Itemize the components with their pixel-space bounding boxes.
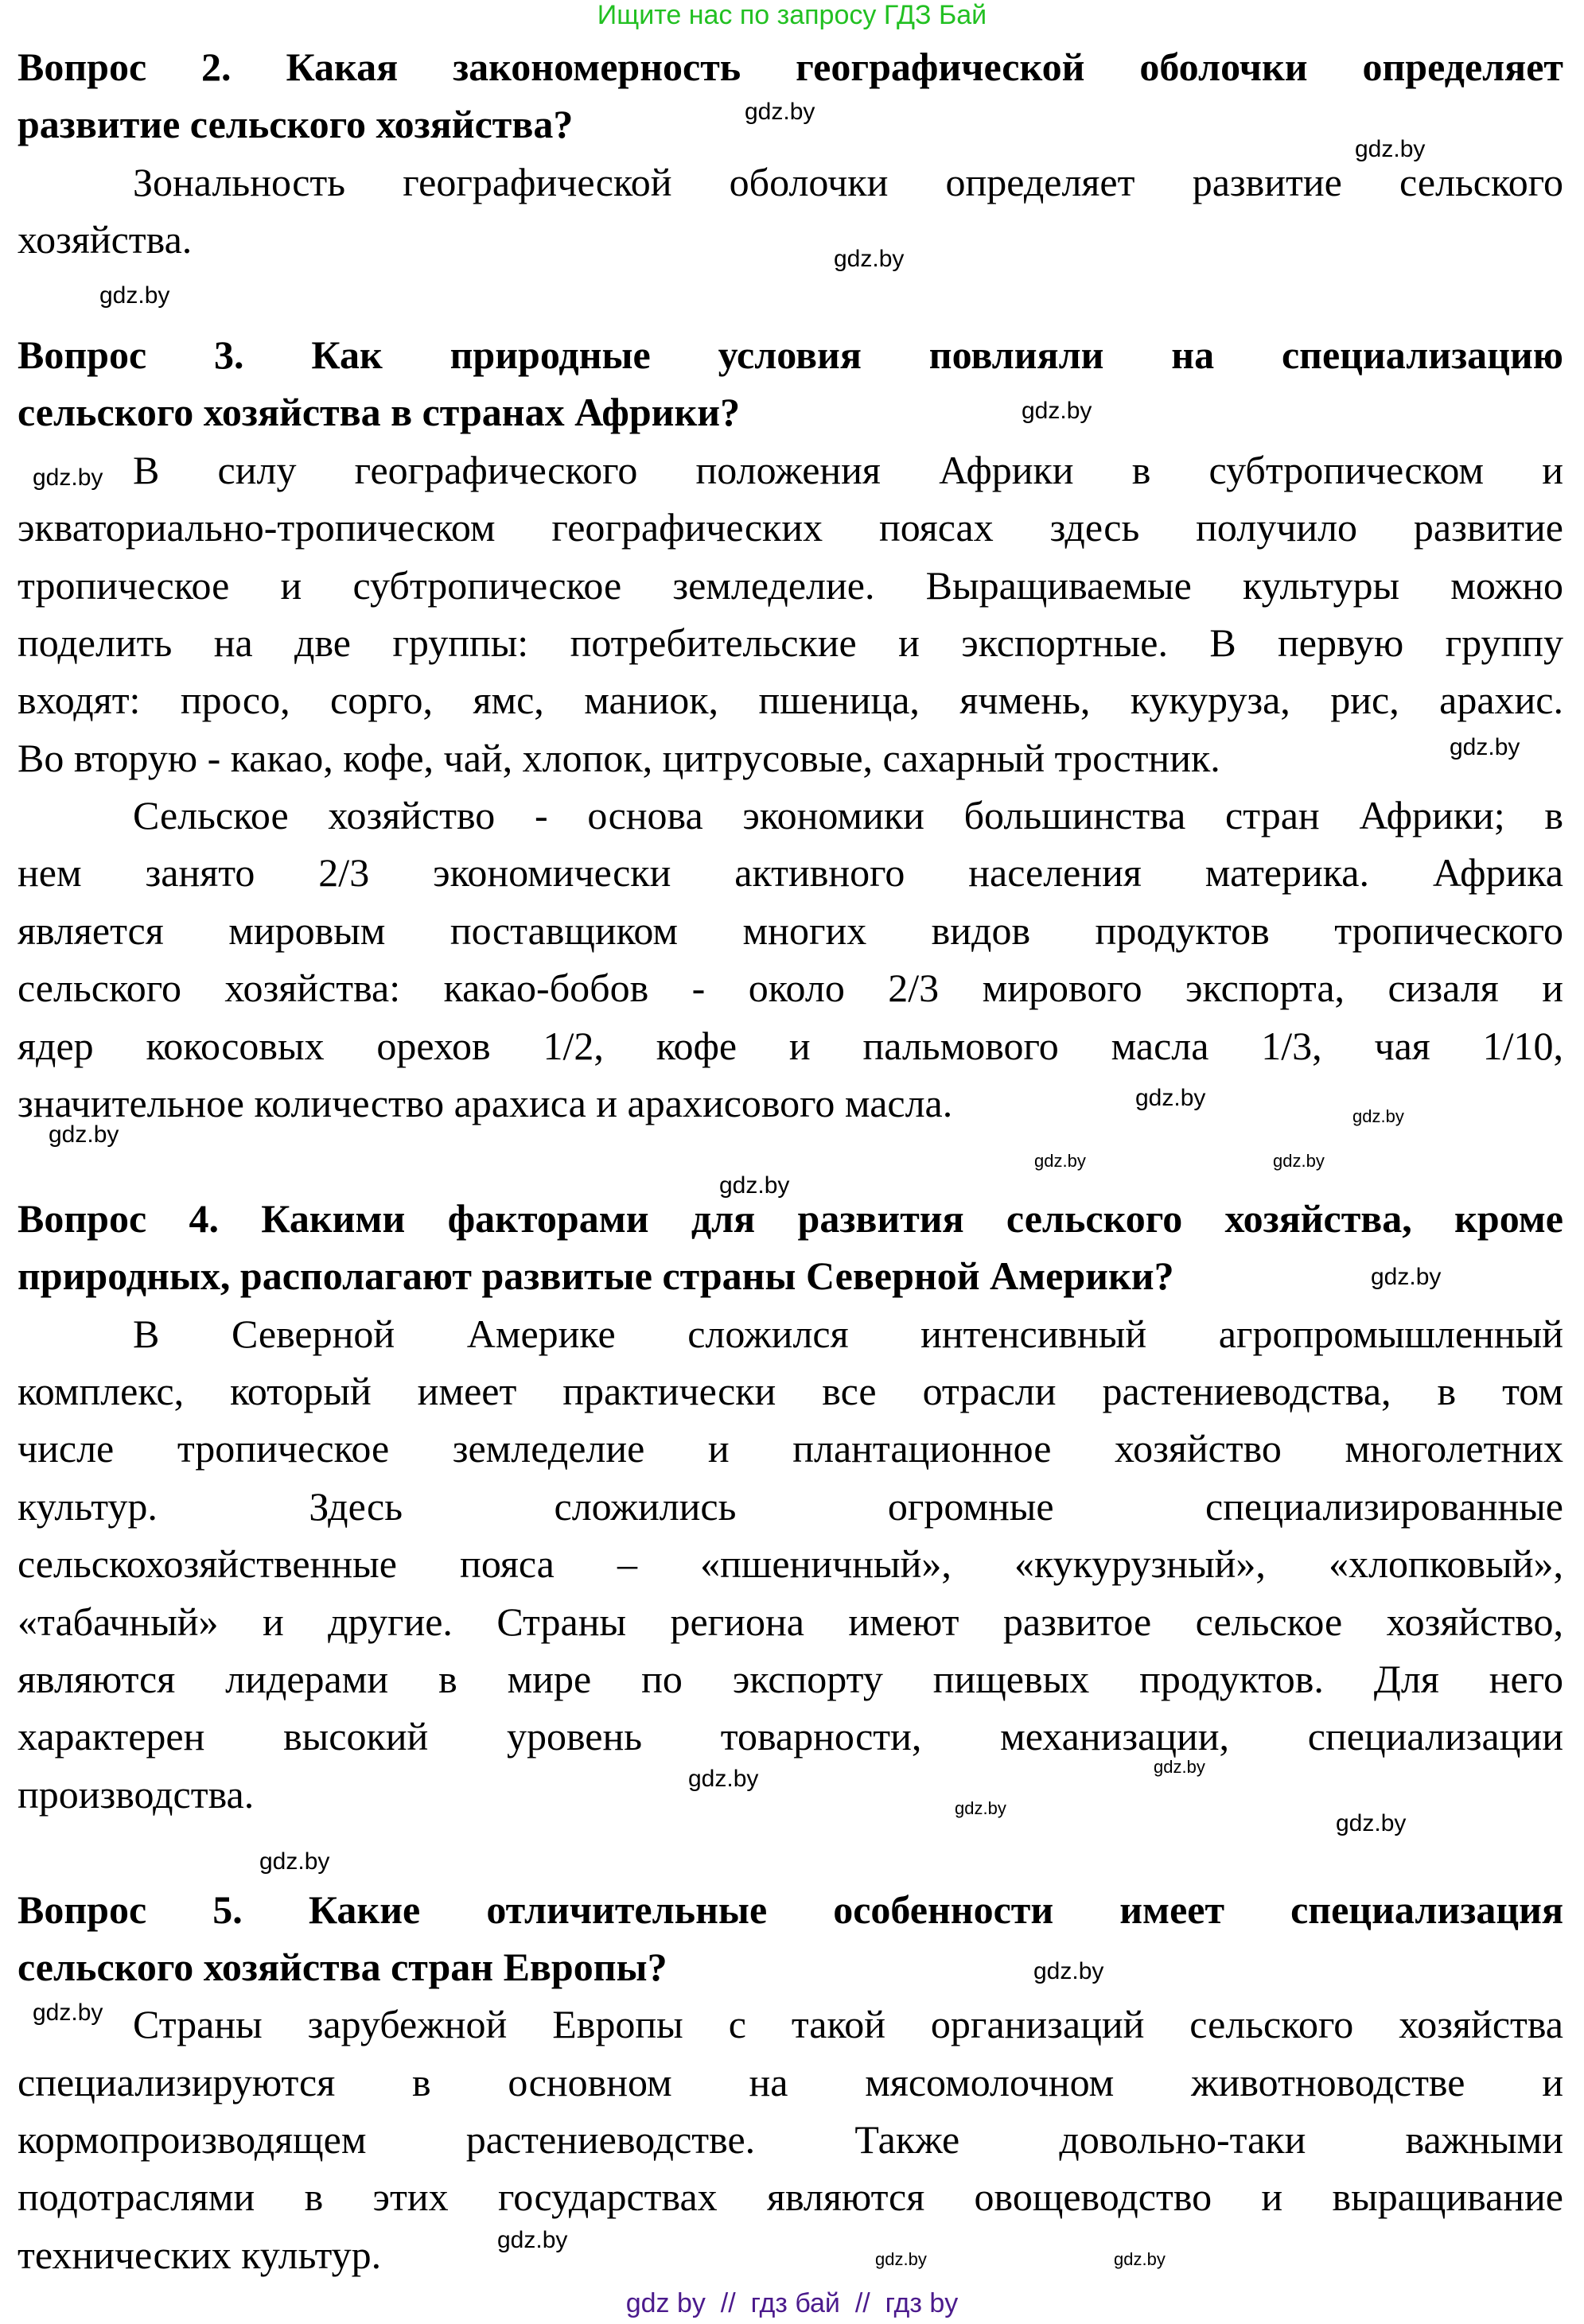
answer-line: технических культур. — [18, 2232, 382, 2277]
gdz-watermark: gdz.by — [1033, 1958, 1104, 1984]
question-line: развитие сельского хозяйства? — [18, 102, 574, 147]
question-line: сельского хозяйства в странах Африки? — [18, 390, 741, 435]
answer-line: числе тропическое земледелие и плантационное хозяйство многолетних — [18, 1426, 1563, 1471]
gdz-watermark: gdz.by — [1450, 734, 1520, 760]
answer-line: Зональность географической оболочки определяет развитие сельского — [133, 159, 1563, 204]
gdz-watermark: gdz.by — [1336, 1810, 1407, 1836]
question-line: Вопрос 3. Как природные условия повлияли на специализацию — [18, 332, 1563, 377]
gdz-watermark: gdz.by — [33, 464, 103, 491]
gdz-watermark: gdz.by — [688, 1766, 759, 1792]
answer-paragraph — [18, 787, 1563, 1132]
answer-paragraph — [18, 441, 1563, 787]
question-heading — [18, 1190, 1563, 1305]
gdz-watermark: gdz.by — [745, 99, 815, 125]
question-heading — [18, 326, 1563, 441]
gdz-watermark: gdz.by — [1135, 1085, 1206, 1111]
gdz-watermark: gdz.by — [955, 1798, 1006, 1818]
question-line: Вопрос 5. Какие отличительные особенности имеет специализация — [18, 1887, 1563, 1932]
gdz-watermark: gdz.by — [1114, 2249, 1166, 2269]
answer-line: ядер кокосовых орехов 1/2, кофе и пальмового масла 1/3, чая 1/10, — [18, 1023, 1563, 1068]
answer-line: кормопроизводящем растениеводстве. Также довольно-таки важными — [18, 2117, 1563, 2163]
question-heading — [18, 1881, 1563, 1996]
answer-line: производства. — [18, 1771, 255, 1817]
gdz-watermark: gdz.by — [1154, 1757, 1205, 1777]
answer-line: входят: просо, сорго, ямс, маниок, пшеница, ячмень, кукуруза, рис, арахис. — [18, 678, 1563, 723]
section-spacer — [18, 1823, 1563, 1880]
question-line: Вопрос 4. Какими факторами для развития сельского хозяйства, кроме — [18, 1195, 1563, 1241]
answer-line: Во вторую - какао, кофе, чай, хлопок, цитрусовые, сахарный тростник. — [18, 735, 1220, 780]
gdz-watermark: gdz.by — [1273, 1151, 1325, 1171]
answer-line: значительное количество арахиса и арахисового масла. — [18, 1081, 953, 1126]
gdz-watermark: gdz.by — [875, 2249, 927, 2269]
gdz-watermark: gdz.by — [259, 1848, 330, 1875]
question-heading — [18, 38, 1563, 154]
search-hint-banner: Ищите нас по запросу ГДЗ Бай — [597, 0, 987, 30]
answer-line: тропическое и субтропическое земледелие. Выращиваемые культуры можно — [18, 562, 1563, 608]
answer-line: В Северной Америке сложился интенсивный агропромышленный — [133, 1311, 1563, 1356]
answer-paragraph — [18, 1305, 1563, 1824]
answer-line: «табачный» и другие. Страны региона имеют развитое сельское хозяйство, — [18, 1599, 1563, 1644]
answer-line: поделить на две группы: потребительские и экспортные. В первую группу — [18, 620, 1563, 665]
gdz-watermark: gdz.by — [719, 1172, 790, 1199]
gdz-watermark: gdz.by — [99, 282, 170, 309]
gdz-watermark: gdz.by — [1034, 1151, 1086, 1171]
answer-paragraph — [18, 1996, 1563, 2283]
answer-line: комплекс, который имеет практически все отрасли растениеводства, в том — [18, 1368, 1563, 1413]
answer-line: специализируются в основном на мясомолочном животноводстве и — [18, 2059, 1563, 2104]
question-line: природных, располагают развитые страны Северной Америки? — [18, 1253, 1174, 1299]
answer-line: Сельское хозяйство - основа экономики большинства стран Африки; в — [133, 793, 1563, 838]
answer-line: сельскохозяйственные пояса – «пшеничный», «кукурузный», «хлопковый», — [18, 1541, 1563, 1587]
footer-links: gdz by // гдз бай // гдз by — [625, 2288, 959, 2318]
answer-line: Страны зарубежной Европы с такой организаций сельского хозяйства — [133, 2002, 1563, 2047]
answer-line: нем занято 2/3 экономически активного населения материка. Африка — [18, 850, 1563, 896]
document-body — [18, 38, 1563, 2283]
gdz-watermark: gdz.by — [1371, 1264, 1442, 1290]
gdz-watermark: gdz.by — [33, 1999, 103, 2026]
answer-line: сельского хозяйства: какао-бобов - около 2/3 мирового экспорта, сизаля и — [18, 966, 1563, 1011]
answer-line: является мировым поставщиком многих видов продуктов тропического — [18, 907, 1563, 953]
answer-line: экваториально-тропическом географических поясах здесь получило развитие — [18, 505, 1563, 550]
question-line: Вопрос 2. Какая закономерность географической оболочки определяет — [18, 45, 1563, 89]
section-spacer — [18, 269, 1563, 326]
answer-line: культур. Здесь сложились огромные специализированные — [18, 1483, 1563, 1529]
answer-line: хозяйства. — [18, 217, 193, 262]
gdz-watermark: gdz.by — [1022, 398, 1092, 424]
answer-line: характерен высокий уровень товарности, механизации, специализации — [18, 1714, 1563, 1759]
gdz-watermark: gdz.by — [1352, 1106, 1404, 1126]
gdz-watermark: gdz.by — [1355, 136, 1426, 162]
question-line: сельского хозяйства стран Европы? — [18, 1944, 667, 1989]
answer-line: подотраслями в этих государствах являются овощеводство и выращивание — [18, 2174, 1563, 2220]
answer-line: являются лидерами в мире по экспорту пищевых продуктов. Для него — [18, 1656, 1563, 1701]
gdz-watermark: gdz.by — [834, 246, 905, 272]
answer-paragraph — [18, 154, 1563, 269]
answer-line: В силу географического положения Африки в субтропическом и — [133, 447, 1563, 492]
section-spacer — [18, 1132, 1563, 1189]
gdz-watermark: gdz.by — [497, 2227, 568, 2253]
gdz-watermark: gdz.by — [49, 1121, 119, 1148]
